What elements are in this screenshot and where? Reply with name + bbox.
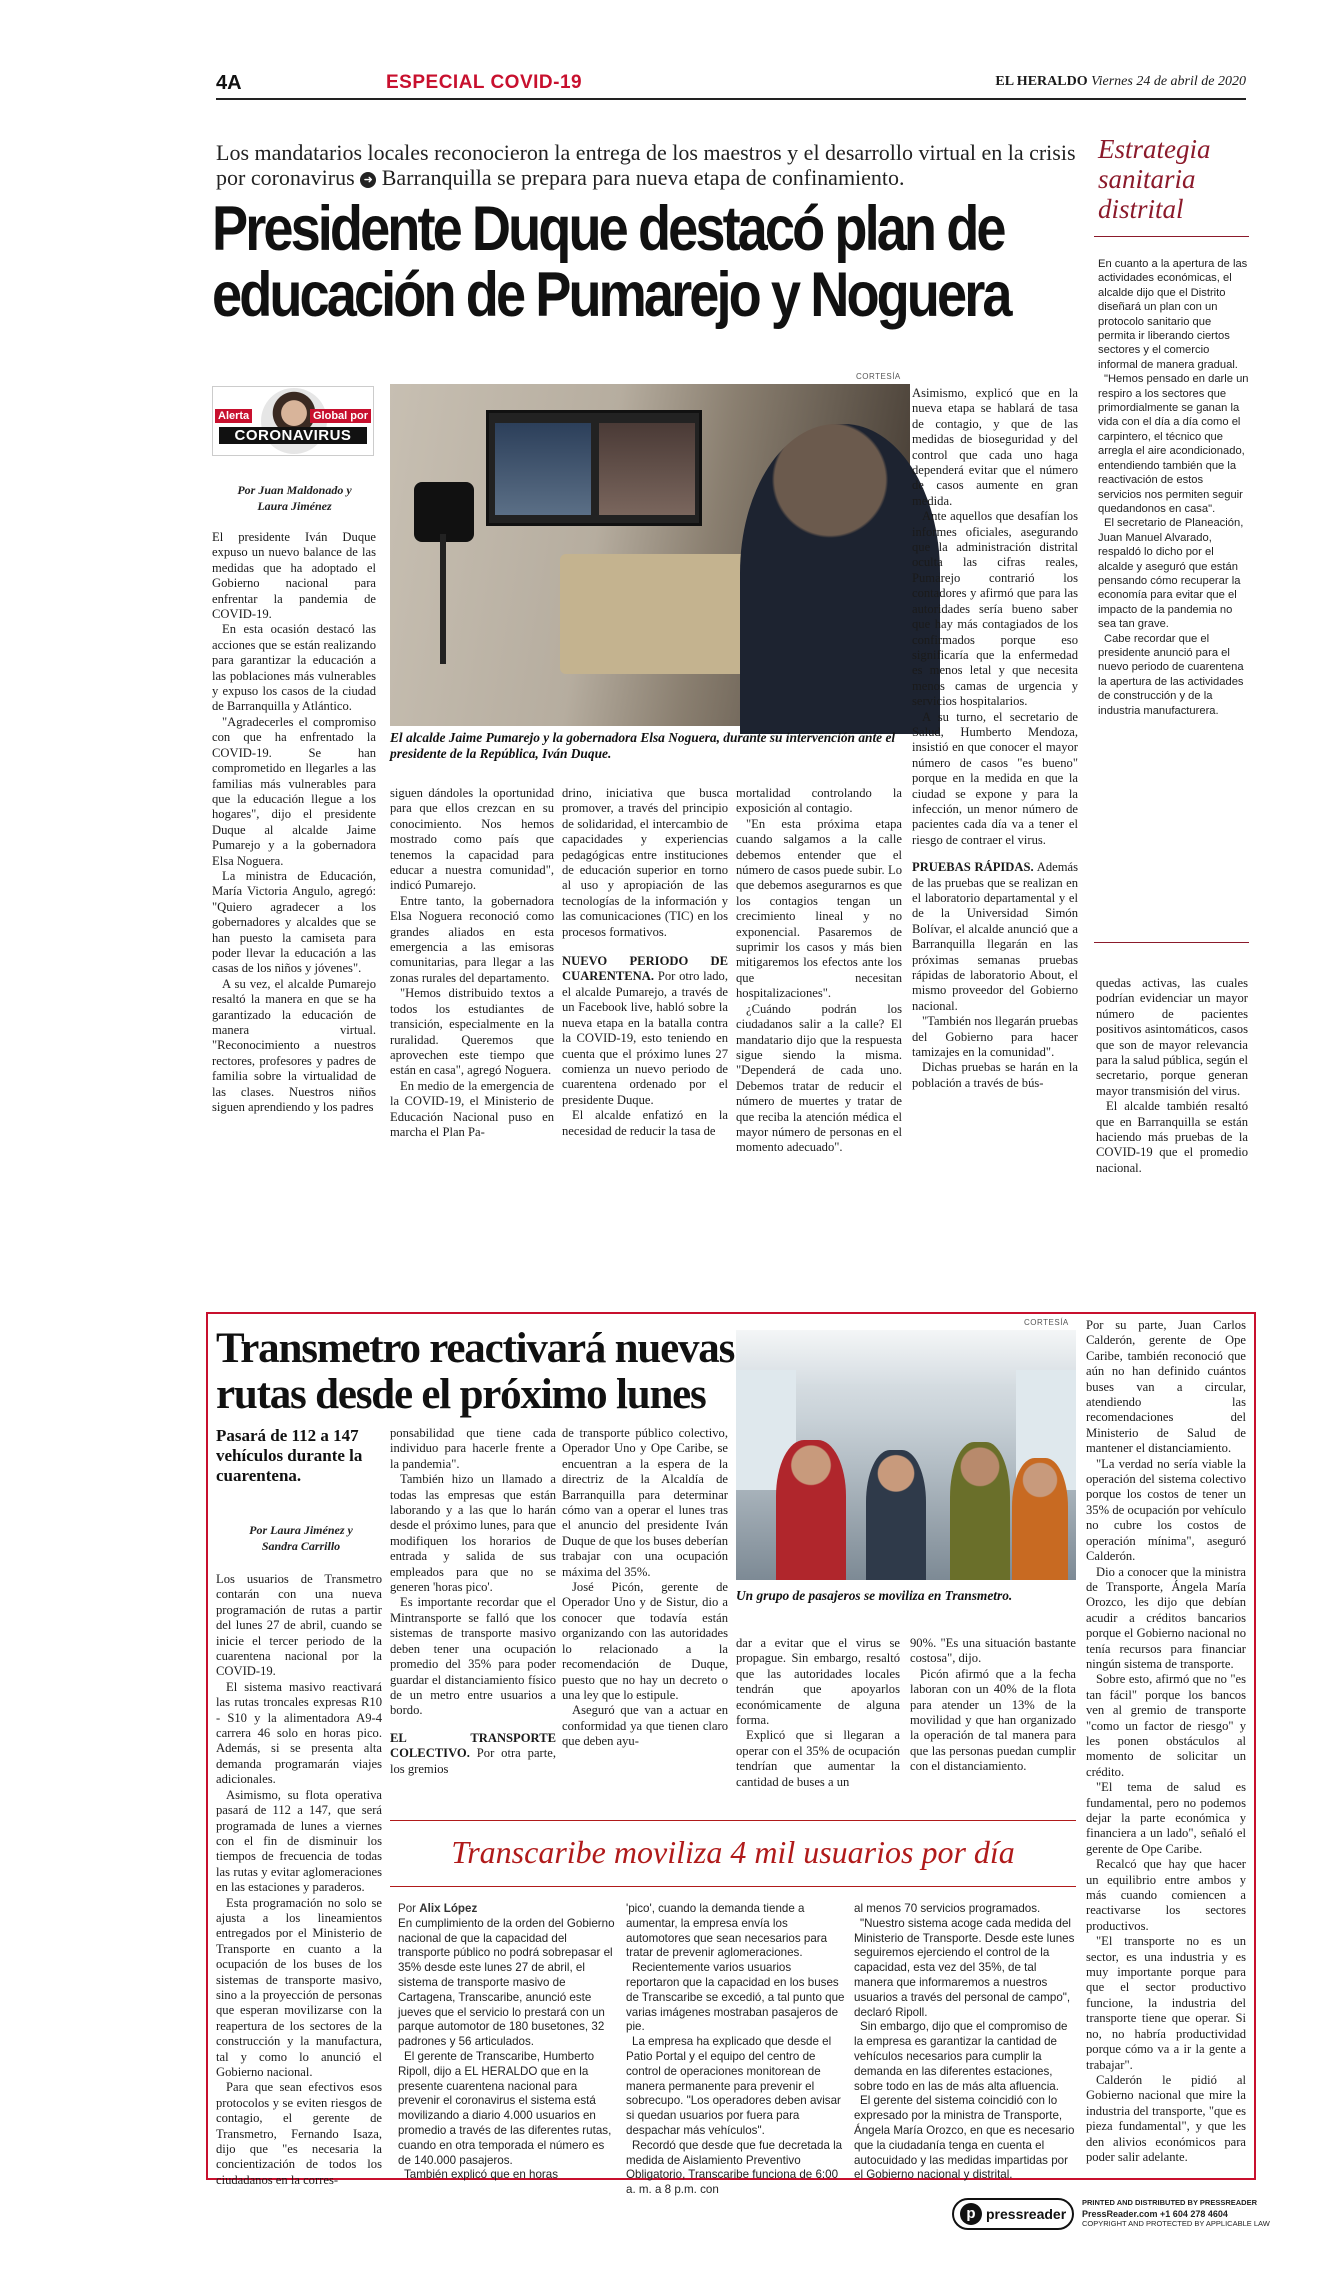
- transcaribe-bottom-rule: [390, 1886, 1076, 1887]
- subhead-pruebas-rapidas: PRUEBAS RÁPIDAS.: [912, 860, 1034, 875]
- article-paragraph: A su vez, el alcalde Pumarejo resaltó la manera en que se ha garantizado la educación de manera virtual. "Reconocimiento a nuestros rectores, profesores y padres de familia sobre la virtualidad de las clases. Nuestros niños siguen aprendiendo y los padres: [212, 976, 376, 1115]
- article-paragraph: Sobre esto, afirmó que no "es tan fácil" porque los bancos ven al gremio de transporte "como un factor de riesgo" y les ponen obstáculos al momento de solicitar un crédito.: [1086, 1672, 1246, 1779]
- byline-name: Alix López: [419, 1902, 478, 1915]
- subhead-nuevo-periodo: NUEVO PERIODO DE CUARENTENA.: [562, 954, 728, 984]
- transmetro-col-6: [1086, 1318, 1246, 2168]
- transcaribe-col-1: [398, 1902, 618, 2182]
- article-paragraph: "Agradecerles el compromiso con que ha enfrentado la COVID-19. Se han comprometido en llegarles a las familias más vulnerables para que la educación llegue a los hogares", dijo el presidente Duque al alcalde Jaime Pumarejo y a la gobernadora Elsa Noguera.: [212, 714, 376, 868]
- main-col-2: [390, 786, 554, 1278]
- main-byline: [212, 482, 377, 514]
- byline-line-2: Sandra Carrillo: [261, 1539, 341, 1553]
- page-header: [216, 66, 1246, 100]
- article-paragraph: Calderón le pidió al Gobierno nacional que mire la industria del transporte, "que es pieza fundamental", y que les den alivios económicos para poder salir adelante.: [1086, 2072, 1246, 2164]
- newspaper-name: EL HERALDO: [995, 74, 1088, 89]
- article-paragraph: Es importante recordar que el Mintransporte se falló que los sistemas de transporte masivo deben tener una ocupación promedio del 35% para poder guardar el distanciamiento físico de un metro entre usuarios a bordo.: [390, 1595, 556, 1718]
- article-paragraph: siguen dándoles la oportunidad para que ellos crezcan en su conocimiento. Nos hemos mostrado como país que tenemos la capacidad para educar a nuestra comunidad", indicó Pumarejo.: [390, 786, 554, 893]
- byline-prefix: Por: [398, 1902, 417, 1915]
- article-paragraph: En cumplimiento de la orden del Gobierno nacional de que la capacidad del transporte público no podrá sobrepasar el 35% desde este lunes 27 de abril, el sistema de transporte masivo de Cartagena, Transcaribe, anunció este jueves que el servicio lo prestará con un parque automotor de 180 busetones, 32 padrones y 56 articulados.: [398, 1916, 615, 2049]
- badge-global: Global por: [310, 409, 371, 423]
- article-paragraph: Recientemente varios usuarios reportaron que la capacidad en los buses de Transcaribe se excedió, a tal punto que varias imágenes mostraban pasajeros de pie.: [626, 1961, 845, 2034]
- video-screen: [486, 410, 702, 526]
- camera-tripod: [440, 534, 446, 664]
- article-paragraph: En esta ocasión destacó las acciones que se están realizando para garantizar la educación a las poblaciones más vulnerables y expuso los casos de la ciudad de Barranquilla y Atlántico.: [212, 622, 376, 714]
- passenger-4: [1012, 1458, 1068, 1580]
- article-paragraph: "El tema de salud es fundamental, pero no podemos dejar la parte económica y financiera a un lado", señaló el gerente de Ope Caribe.: [1086, 1780, 1246, 1856]
- main-col-3: [562, 786, 728, 1278]
- footer-line-3: COPYRIGHT AND PROTECTED BY APPLICABLE LAW: [1082, 2219, 1270, 2228]
- arrow-circle-icon: ➜: [360, 172, 376, 188]
- photo-credit: CORTESÍA: [856, 372, 901, 381]
- article-paragraph: El alcalde enfatizó en la necesidad de reducir la tasa de: [562, 1108, 728, 1138]
- footer-line-1: PRINTED AND DISTRIBUTED BY PRESSREADER: [1082, 2198, 1258, 2207]
- sidebar-title: [1094, 134, 1249, 224]
- article-paragraph: La ministra de Educación, María Victoria Angulo, agregó: "Quiero agradecer a los gobernadores y alcaldes que se han puesto la camiseta para poder llevar la educación a las casas de los niños y jóvenes".: [212, 868, 376, 976]
- pressreader-footer[interactable]: [952, 2196, 1270, 2234]
- issue-date: Viernes 24 de abril de 2020: [1091, 74, 1246, 89]
- article-paragraph: de transporte público colectivo, Operador Uno y Ope Caribe, se encuentran a la espera de la directriz de la Alcaldía de Barranquilla para determinar cómo van a operar el lunes tras el anuncio del presidente Iván Duque de que los buses deberían trabajar con una ocupación máxima del 35%.: [562, 1426, 728, 1579]
- transmetro-headline-line-2: rutas desde el próximo lunes: [216, 1371, 706, 1418]
- article-paragraph: Ante aquellos que desafían los informes oficiales, asegurando que la administración distrital oculta las cifras reales, Pumarejo contrarió los contadores y afirmó que para las autoridades sería bueno saber que hay más contagiados de los confirmados porque eso significaría que la enfermedad es menos letal y que necesita menos camas de urgencia y servicios hospitalarios.: [912, 509, 1078, 709]
- article-paragraph: Sin embargo, dijo que el compromiso de la empresa es garantizar la cantidad de vehículos necesarios para cumplir la demanda en las diferentes estaciones, sobre todo en las de más alta afluencia.: [854, 2020, 1068, 2093]
- article-paragraph: Explicó que si llegaran a operar con el 35% de ocupación tendrían que aumentar la cantidad de buses a un: [736, 1728, 900, 1789]
- article-paragraph: Recordó que desde que fue decretada la medida de Aislamiento Preventivo Obligatorio, Transcaribe funciona de 6:00 a. m. a 8 p.m. con: [626, 2138, 843, 2197]
- transcaribe-col-3: [854, 1902, 1076, 2182]
- byline-line-1: Por Laura Jiménez y: [249, 1523, 353, 1537]
- transcaribe-col-2: [626, 1902, 846, 2197]
- footer-line-2: PressReader.com +1 604 278 4604: [1082, 2208, 1228, 2219]
- sidebar-title-line-1: Estrategia: [1098, 134, 1211, 164]
- pressreader-logo: [952, 2198, 1074, 2230]
- subhead-transporte-colectivo: EL TRANSPORTE COLECTIVO.: [390, 1730, 556, 1761]
- kicker-text: Los mandatarios locales reconocieron la entrega de los maestros y el desarrollo virtual en la crisis por coronavirus: [216, 140, 1076, 190]
- badge-coronavirus: CORONAVIRUS: [219, 427, 367, 444]
- article-paragraph: mortalidad controlando la exposición al contagio.: [736, 786, 902, 816]
- headline-line-1: Presidente Duque destacó plan de: [212, 194, 1004, 264]
- article-paragraph: El alcalde también resaltó que en Barranquilla se están haciendo más pruebas de la COVID-19 que el promedio nacional.: [1096, 1099, 1248, 1175]
- article-paragraph: drino, iniciativa que busca promover, a través del principio de solidaridad, el intercambio de capacidades y experiencias pedagógicas entre instituciones de educación superior en torno al uso y apropiación de las tecnologías de la información y las comunicaciones (TIC) en los procesos formativos.: [562, 786, 728, 939]
- sidebar-paragraph: "Hemos pensado en darle un respiro a los sectores que primordialmente se ganan la vida con el día a día como el carpintero, el técnico que arregla el aire acondicionado, entendiendo también que la reactivación de estos servicios nos permiten seguir quedandonos en casa".: [1098, 373, 1249, 515]
- transmetro-col-5: [910, 1636, 1076, 1814]
- section-label: ESPECIAL COVID-19: [386, 72, 583, 93]
- article-paragraph: El presidente Iván Duque expuso un nuevo balance de las medidas que ha adoptado el Gobierno nacional para enfrentar la pandemia de COVID-19.: [212, 530, 376, 622]
- article-paragraph: También explicó que en horas: [404, 2168, 559, 2182]
- sidebar-title-line-3: distrital: [1098, 194, 1184, 224]
- article-paragraph: A su turno, el secretario de Salud, Humberto Mendoza, insistió en que conocer el mayor número de casos "es bueno" porque en la medida en que la ciudad se expone y para la infección, un menor número de pacientes cada día va a tener el riesgo de contraer el virus.: [912, 709, 1078, 847]
- article-paragraph: Dichas pruebas se harán en la población a través de bús-: [912, 1060, 1078, 1090]
- article-paragraph: Dio a conocer que la ministra de Transporte, Ángela María Orozco, les dijo que debían acudir a créditos bancarios porque el Gobierno nacional no tenía recursos para financiar ningún sistema de transporte.: [1086, 1564, 1246, 1671]
- transmetro-col-2: [390, 1426, 556, 1814]
- transmetro-photo-credit: CORTESÍA: [1024, 1318, 1069, 1327]
- alert-badge: [212, 386, 374, 456]
- camera-left: [414, 482, 474, 542]
- article-paragraph: al menos 70 servicios programados.: [854, 1902, 1041, 1915]
- kicker-link[interactable]: Barranquilla se prepara para nueva etapa de confinamiento.: [381, 165, 905, 190]
- transcaribe-byline: [398, 1902, 618, 1917]
- article-paragraph: Asimismo, su flota operativa pasará de 112 a 147, que será programada de lunes a viernes con el fin de disminuir los tiempos de frecuencia de todas las rutas y evitar aglomeraciones en las estaciones y paraderos.: [216, 1787, 382, 1895]
- article-paragraph: La empresa ha explicado que desde el Patio Portal y el equipo del centro de control de operaciones monitorean de manera permanente para prevenir el sobrecupo. "Los operadores deben avisar si quedan usuarios por fuera para despachar más vehículos".: [626, 2035, 841, 2137]
- transcaribe-headline: Transcaribe moviliza 4 mil usuarios por día: [451, 1834, 1015, 1870]
- transcaribe-top-rule: [390, 1820, 1076, 1821]
- main-col-5: [912, 386, 1078, 1278]
- article-paragraph: "El transporte no es un sector, es una industria y es muy importante porque para que el sector productivo funcione, la industria del transporte tiene que operar. Si no, no habría productividad porque cómo va a ir la gente a trabajar".: [1086, 1934, 1246, 2072]
- article-paragraph: 'pico', cuando la demanda tiende a aumentar, la empresa envía los automotores que sean necesarios para tratar de prevenir aglomeraciones.: [626, 1902, 828, 1960]
- article-paragraph: El gerente de Transcaribe, Humberto Ripoll, dijo a EL HERALDO que en la presente cuarentena nacional para prevenir el coronavirus el sistema está movilizando a diario 4.000 usuarios en promedio a través de las diferentes rutas, cuando en otra temporada el número es de 140.000 pasajeros.: [398, 2049, 612, 2167]
- byline-line-1: Por Juan Maldonado y: [237, 483, 352, 497]
- article-paragraph: En medio de la emergencia de la COVID-19, el Ministerio de Educación Nacional puso en marcha el Plan Pa-: [390, 1078, 554, 1139]
- headline-line-2: educación de Pumarejo y Noguera: [212, 260, 1010, 330]
- badge-alerta: Alerta: [215, 409, 252, 423]
- main-photo-caption: El alcalde Jaime Pumarejo y la gobernadora Elsa Noguera, durante su intervención ante el presidente de la República, Iván Duque.: [390, 730, 896, 761]
- sidebar-text: [1094, 257, 1249, 718]
- transmetro-headline: [216, 1326, 776, 1418]
- main-col-1: [212, 530, 376, 1278]
- main-headline: [212, 194, 1010, 330]
- sidebar-paragraph: El secretario de Planeación, Juan Manuel Alvarado, respaldó lo dicho por el alcalde y aseguró que están pensando cómo recuperar la economía para evitar que el impacto de la pandemia no sea tan grave.: [1098, 517, 1244, 631]
- article-paragraph: ¿Cuándo podrán los ciudadanos salir a la calle? El mandatario dijo que la respuesta sigue siendo la misma. "Dependerá de cada uno. Debemos tratar de reducir el número de muertes y tratar de que reciba la atención médica el mayor número de personas en el momento adecuado".: [736, 1001, 902, 1155]
- transmetro-col-1: [216, 1572, 382, 2187]
- transmetro-col-3: [562, 1426, 728, 1814]
- main-col-4: [736, 786, 902, 1278]
- passenger-3: [950, 1442, 1010, 1580]
- article-paragraph: El sistema masivo reactivará las rutas troncales expresas R10 - S10 y la alimentadora A9-4 carrera 46 solo en horas pico. Además, si se presenta alta demanda programarán viajes adicionales.: [216, 1679, 382, 1787]
- transmetro-photo-caption: Un grupo de pasajeros se moviliza en Transmetro.: [736, 1588, 1013, 1603]
- transmetro-col-4: [736, 1636, 900, 1814]
- page-number: 4A: [216, 72, 242, 94]
- sidebar-title-line-2: sanitaria: [1098, 164, 1196, 194]
- byline-line-2: Laura Jiménez: [257, 499, 332, 513]
- article-paragraph: José Picón, gerente de Operador Uno y de Sistur, dio a conocer que todavía están organizando con las autoridades lo relacionado a la recomendación de Duque, puesto que no hay un decreto o una ley que lo estipule.: [562, 1580, 728, 1702]
- passenger-2: [866, 1450, 926, 1580]
- article-paragraph: "También nos llegarán pruebas del Gobierno para hacer tamizajes en la comunidad".: [912, 1014, 1078, 1060]
- main-photo: [390, 384, 910, 726]
- article-paragraph: "La verdad no sería viable la operación del sistema colectivo porque los costos de tener un 35% de ocupación por vehículo no cubre los costos de operación mínima", aseguró Calderón.: [1086, 1456, 1246, 1564]
- passenger-1: [776, 1440, 846, 1580]
- sidebar-bottom-rule: [1094, 942, 1249, 943]
- article-paragraph: También hizo un llamado a todas las empresas que están laborando y a las que lo harán desde el próximo lunes, para que modifiquen los horarios de entrada y salida de sus empleados para que no se generen 'horas pico'.: [390, 1472, 556, 1595]
- article-paragraph: Entre tanto, la gobernadora Elsa Noguera reconoció como grandes aliados en esta emergencia a las emisoras comunitarias, para llegar a las zonas rurales del departamento.: [390, 893, 554, 985]
- sidebar-box: [1094, 134, 1249, 954]
- pressreader-brand: pressreader: [986, 2206, 1067, 2222]
- main-col-6: [1096, 976, 1248, 1196]
- article-paragraph: Asimismo, explicó que en la nueva etapa se hablará de tasa de contagio, y que de las medidas de bioseguridad y del control que cada uno haga dependerá evitar que el número de casos aumente en gran medida.: [912, 386, 1078, 508]
- article-paragraph: Picón afirmó que a la fecha laboran con un 40% de la flota para atender un 13% de la movilidad y que han organizado la operación de tal manera para que las personas puedan cumplir con el distanciamiento.: [910, 1666, 1076, 1774]
- transmetro-photo: [736, 1330, 1076, 1580]
- article-paragraph: 90%. "Es una situación bastante costosa", dijo.: [910, 1636, 1076, 1666]
- article-paragraph: ponsabilidad que tiene cada individuo para hacerle frente a la pandemia".: [390, 1426, 556, 1471]
- pressreader-info: [1082, 2198, 1270, 2230]
- article-paragraph: Recalcó que hay que hacer un equilibrio entre ambos y más cuando comiencen a reactivarse los sectores productivos.: [1086, 1857, 1246, 1933]
- transmetro-headline-line-1: Transmetro reactivará nuevas: [216, 1325, 735, 1372]
- article-paragraph: dar a evitar que el virus se propague. Sin embargo, resaltó que las autoridades locales tendrán que apoyarlos económicamente de alguna forma.: [736, 1636, 900, 1728]
- article-paragraph: Los usuarios de Transmetro contarán con una nueva programación de rutas a partir del lunes 27 de abril, cuando se inicie el tercer periodo de la cuarentena nacional por la COVID-19.: [216, 1572, 382, 1679]
- article-paragraph: Esta programación no solo se ajusta a los lineamientos entregados por el Ministerio de Transporte en cuanto a la ocupación de los buses de los sistemas de transporte masivo, sino a la proyección de personas que esperan movilizarse con la reapertura de los sectores de la construcción y la manufactura, tal y como lo anunció el Gobierno nacional.: [216, 1895, 382, 2079]
- sidebar-paragraph: En cuanto a la apertura de las actividades económicas, el alcalde dijo que el Distrito diseñará un plan con un protocolo sanitario que permita ir liberando ciertos sectores y el comercio informal de manera gradual.: [1098, 258, 1248, 371]
- article-paragraph: Aseguró que van a actuar en conformidad ya que tienen claro que deben ayu-: [562, 1703, 728, 1749]
- main-kicker: [216, 140, 1076, 190]
- article-paragraph: Por otro lado, el alcalde Pumarejo, a través de un Facebook live, habló sobre la nueva etapa en la batalla contra la COVID-19, esto teniendo en cuenta que el próximo lunes 27 comienza un nuevo periodo de cuarentena ordenado por el presidente Duque.: [562, 969, 728, 1107]
- article-paragraph: Por su parte, Juan Carlos Calderón, gerente de Ope Caribe, también reconoció que aún no han definido cuántos buses van a circular, atendiendo las recomendaciones del Ministerio de Salud de mantener el distanciamiento.: [1086, 1318, 1246, 1456]
- article-paragraph: "Hemos distribuido textos a todos los estudiantes de transición, especialmente en la ruralidad. Queremos que aprovechen este tiempo que están en casa", agregó Noguera.: [390, 986, 554, 1078]
- article-paragraph: "En esta próxima etapa cuando salgamos a la calle debemos entender que el número de casos puede subir. Lo que debemos asegurarnos es que los contagios tengan un crecimiento lineal y no exponencial. Pasaremos de suprimir los casos y más bien mitigaremos los efectos ante los que necesitan hospitalizaciones".: [736, 816, 902, 1001]
- transmetro-byline: [216, 1522, 386, 1554]
- pressreader-p-icon: p: [960, 2203, 982, 2225]
- person-back: [740, 424, 940, 734]
- article-paragraph: quedas activas, las cuales podrían evidenciar un mayor número de pacientes positivos asintomáticos, casos que son de mayor relevancia para la salud pública, según el secretario, porque generan mayor transmisión del virus.: [1096, 976, 1248, 1098]
- article-paragraph: Para que sean efectivos esos protocolos y se eviten riesgos de contagio, el gerente de Transmetro, Fernando Isaza, dijo que "es necesaria la concientización de todos los ciudadanos en la corres-: [216, 2080, 382, 2187]
- article-paragraph: El gerente del sistema coincidió con lo expresado por la ministra de Transporte, Ángela María Orozco, en que es necesario que la ciudadanía tenga en cuenta el autocuidado y las medidas impartidas por el Gobierno nacional y distrital.: [854, 2094, 1075, 2182]
- sidebar-paragraph: Cabe recordar que el presidente anunció para el nuevo periodo de cuarentena la apertura de las actividades de construcción y de la industria manufacturera.: [1098, 632, 1244, 717]
- transmetro-deck: Pasará de 112 a 147 vehículos durante la cuarentena.: [216, 1426, 363, 1485]
- article-paragraph: Por otra parte, los gremios: [390, 1746, 556, 1776]
- article-paragraph: "Nuestro sistema acoge cada medida del Ministerio de Transporte. Desde este lunes seguiremos ejerciendo el control de la capacidad, esta vez del 35%, de tal manera que informaremos a nuestros usuarios a través del personal de campo", declaró Ripoll.: [854, 1916, 1075, 2019]
- article-paragraph: Además de las pruebas que se realizan en el laboratorio departamental y el de la Universidad Simón Bolívar, el alcalde anunció que a Barranquilla llegarán en las próximas semanas pruebas rápidas de laboratorio About, el mismo proveedor del Gobierno nacional.: [912, 860, 1078, 1013]
- sidebar-rule: [1094, 236, 1249, 237]
